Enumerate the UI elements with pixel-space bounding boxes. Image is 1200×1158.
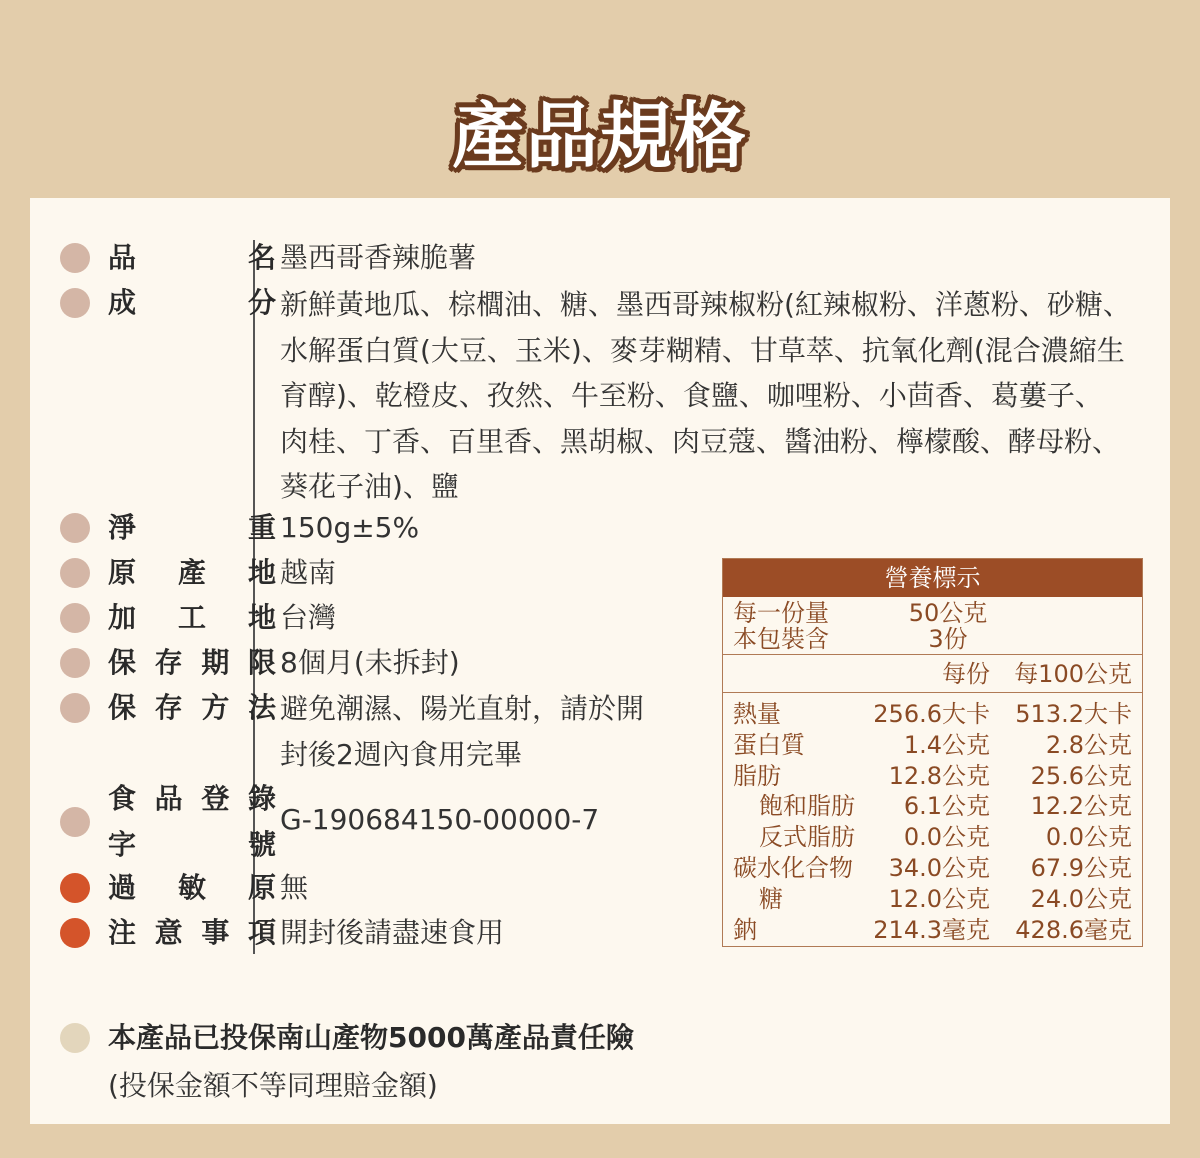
nutrition-title: 營養標示 [723, 559, 1142, 597]
nutrient-per-100: 428.6毫克 [1015, 915, 1132, 944]
nutrition-row [723, 915, 1142, 946]
spec-value: 台灣 [280, 601, 337, 634]
spec-value: 8個月(未拆封) [280, 646, 460, 679]
nutrient-name: 熱量 [733, 700, 781, 728]
nutrient-per-100: 25.6公克 [1030, 761, 1132, 790]
spec-value: 開封後請盡速食用 [280, 916, 505, 949]
nutrition-row [723, 730, 1142, 761]
nutrient-per-100: 12.2公克 [1030, 792, 1132, 821]
nutrient-per-100: 67.9公克 [1030, 854, 1132, 882]
nutrient-name: 反式脂肪 [759, 823, 855, 852]
nutrient-per-serving: 6.1公克 [903, 792, 990, 821]
spec-label: 品 名 [108, 241, 276, 274]
spec-value: 無 [280, 871, 309, 904]
spec-value: 150g±5% [280, 511, 420, 544]
ingredients-line: 新鮮黃地瓜、棕櫚油、糖、墨西哥辣椒粉(紅辣椒粉、洋蔥粉、砂糖、 [280, 288, 1131, 321]
nutrient-per-serving: 34.0公克 [888, 854, 990, 882]
spec-label-line: 字 號 [108, 828, 276, 861]
bullet-dot [60, 288, 90, 318]
nutrition-table [722, 558, 1143, 947]
spec-value: 越南 [280, 556, 337, 589]
nutrient-per-serving: 0.0公克 [903, 823, 990, 852]
bullet-dot [60, 693, 90, 723]
nutrient-per-100: 0.0公克 [1045, 823, 1132, 852]
nutrition-serving [723, 597, 1142, 655]
spec-label: 保 存 期 限 [108, 646, 276, 679]
nutrient-per-serving: 12.0公克 [888, 884, 990, 913]
spec-label: 保 存 方 法 [108, 691, 276, 724]
serving-value: 50公克 [908, 599, 988, 627]
ingredients-line: 育醇)、乾橙皮、孜然、牛至粉、食鹽、咖哩粉、小茴香、葛蔞子、 [280, 379, 1103, 412]
spec-label-line: 食 品 登 錄 [108, 782, 276, 815]
spec-label: 加 工 地 [108, 601, 276, 634]
nutrient-per-serving: 256.6大卡 [873, 700, 990, 728]
spec-value: G-190684150-00000-7 [280, 803, 600, 836]
nutrient-per-serving: 1.4公克 [903, 730, 990, 759]
ingredients-line: 水解蛋白質(大豆、玉米)、麥芽糊精、甘草萃、抗氧化劑(混合濃縮生 [280, 333, 1125, 367]
nutrition-row [723, 761, 1142, 792]
bullet-dot [60, 807, 90, 837]
nutrition-row [723, 853, 1142, 884]
pack-label: 本包裝含 [733, 625, 829, 653]
storage-text [280, 686, 644, 778]
col-per-100: 每100公克 [1014, 660, 1132, 688]
bullet-dot [60, 918, 90, 948]
nutrient-per-100: 513.2大卡 [1015, 700, 1132, 728]
bullet-dot [60, 648, 90, 678]
storage-line: 封後2週內食用完畢 [280, 738, 522, 771]
nutrition-row [723, 884, 1142, 915]
page-title: 產品規格 [451, 94, 748, 178]
nutrient-name: 碳水化合物 [733, 854, 853, 882]
bullet-dot [60, 1023, 90, 1053]
storage-line: 避免潮濕、陽光直射，請於開 [280, 692, 645, 725]
spec-label: 過 敏 原 [108, 871, 276, 904]
nutrition-row [723, 791, 1142, 822]
nutrition-row [723, 822, 1142, 853]
pack-value: 3份 [928, 625, 968, 653]
nutrient-name: 脂肪 [733, 761, 781, 790]
nutrient-per-100: 24.0公克 [1030, 884, 1132, 913]
spec-label: 注 意 事 項 [108, 916, 276, 949]
insurance-sub: (投保金額不等同理賠金額) [108, 1069, 438, 1102]
bullet-dot [60, 243, 90, 273]
nutrient-name: 鈉 [733, 915, 757, 944]
bullet-dot [60, 558, 90, 588]
spec-label [108, 777, 276, 867]
nutrient-per-serving: 214.3毫克 [873, 915, 990, 944]
nutrient-per-100: 2.8公克 [1045, 730, 1132, 759]
ingredients-text [280, 282, 1160, 510]
spec-label: 原 產 地 [108, 556, 276, 589]
nutrient-name: 糖 [759, 884, 783, 913]
nutrition-columns [723, 655, 1142, 693]
bullet-dot [60, 603, 90, 633]
serving-label: 每一份量 [733, 599, 829, 627]
bullet-dot [60, 873, 90, 903]
bullet-dot [60, 513, 90, 543]
nutrition-row [723, 699, 1142, 730]
spec-value: 墨西哥香辣脆薯 [280, 241, 477, 274]
nutrient-name: 蛋白質 [733, 730, 805, 759]
spec-label: 成 分 [108, 286, 276, 319]
ingredients-line: 肉桂、丁香、百里香、黑胡椒、肉豆蔻、醬油粉、檸檬酸、酵母粉、 [280, 424, 1121, 458]
nutrient-per-serving: 12.8公克 [888, 761, 990, 790]
insurance-main: 本產品已投保南山產物5000萬產品責任險 [108, 1021, 634, 1054]
nutrient-name: 飽和脂肪 [759, 792, 855, 821]
ingredients-line: 葵花子油)、鹽 [280, 470, 459, 503]
spec-label: 淨 重 [108, 511, 276, 544]
col-per-serving: 每份 [942, 660, 990, 688]
